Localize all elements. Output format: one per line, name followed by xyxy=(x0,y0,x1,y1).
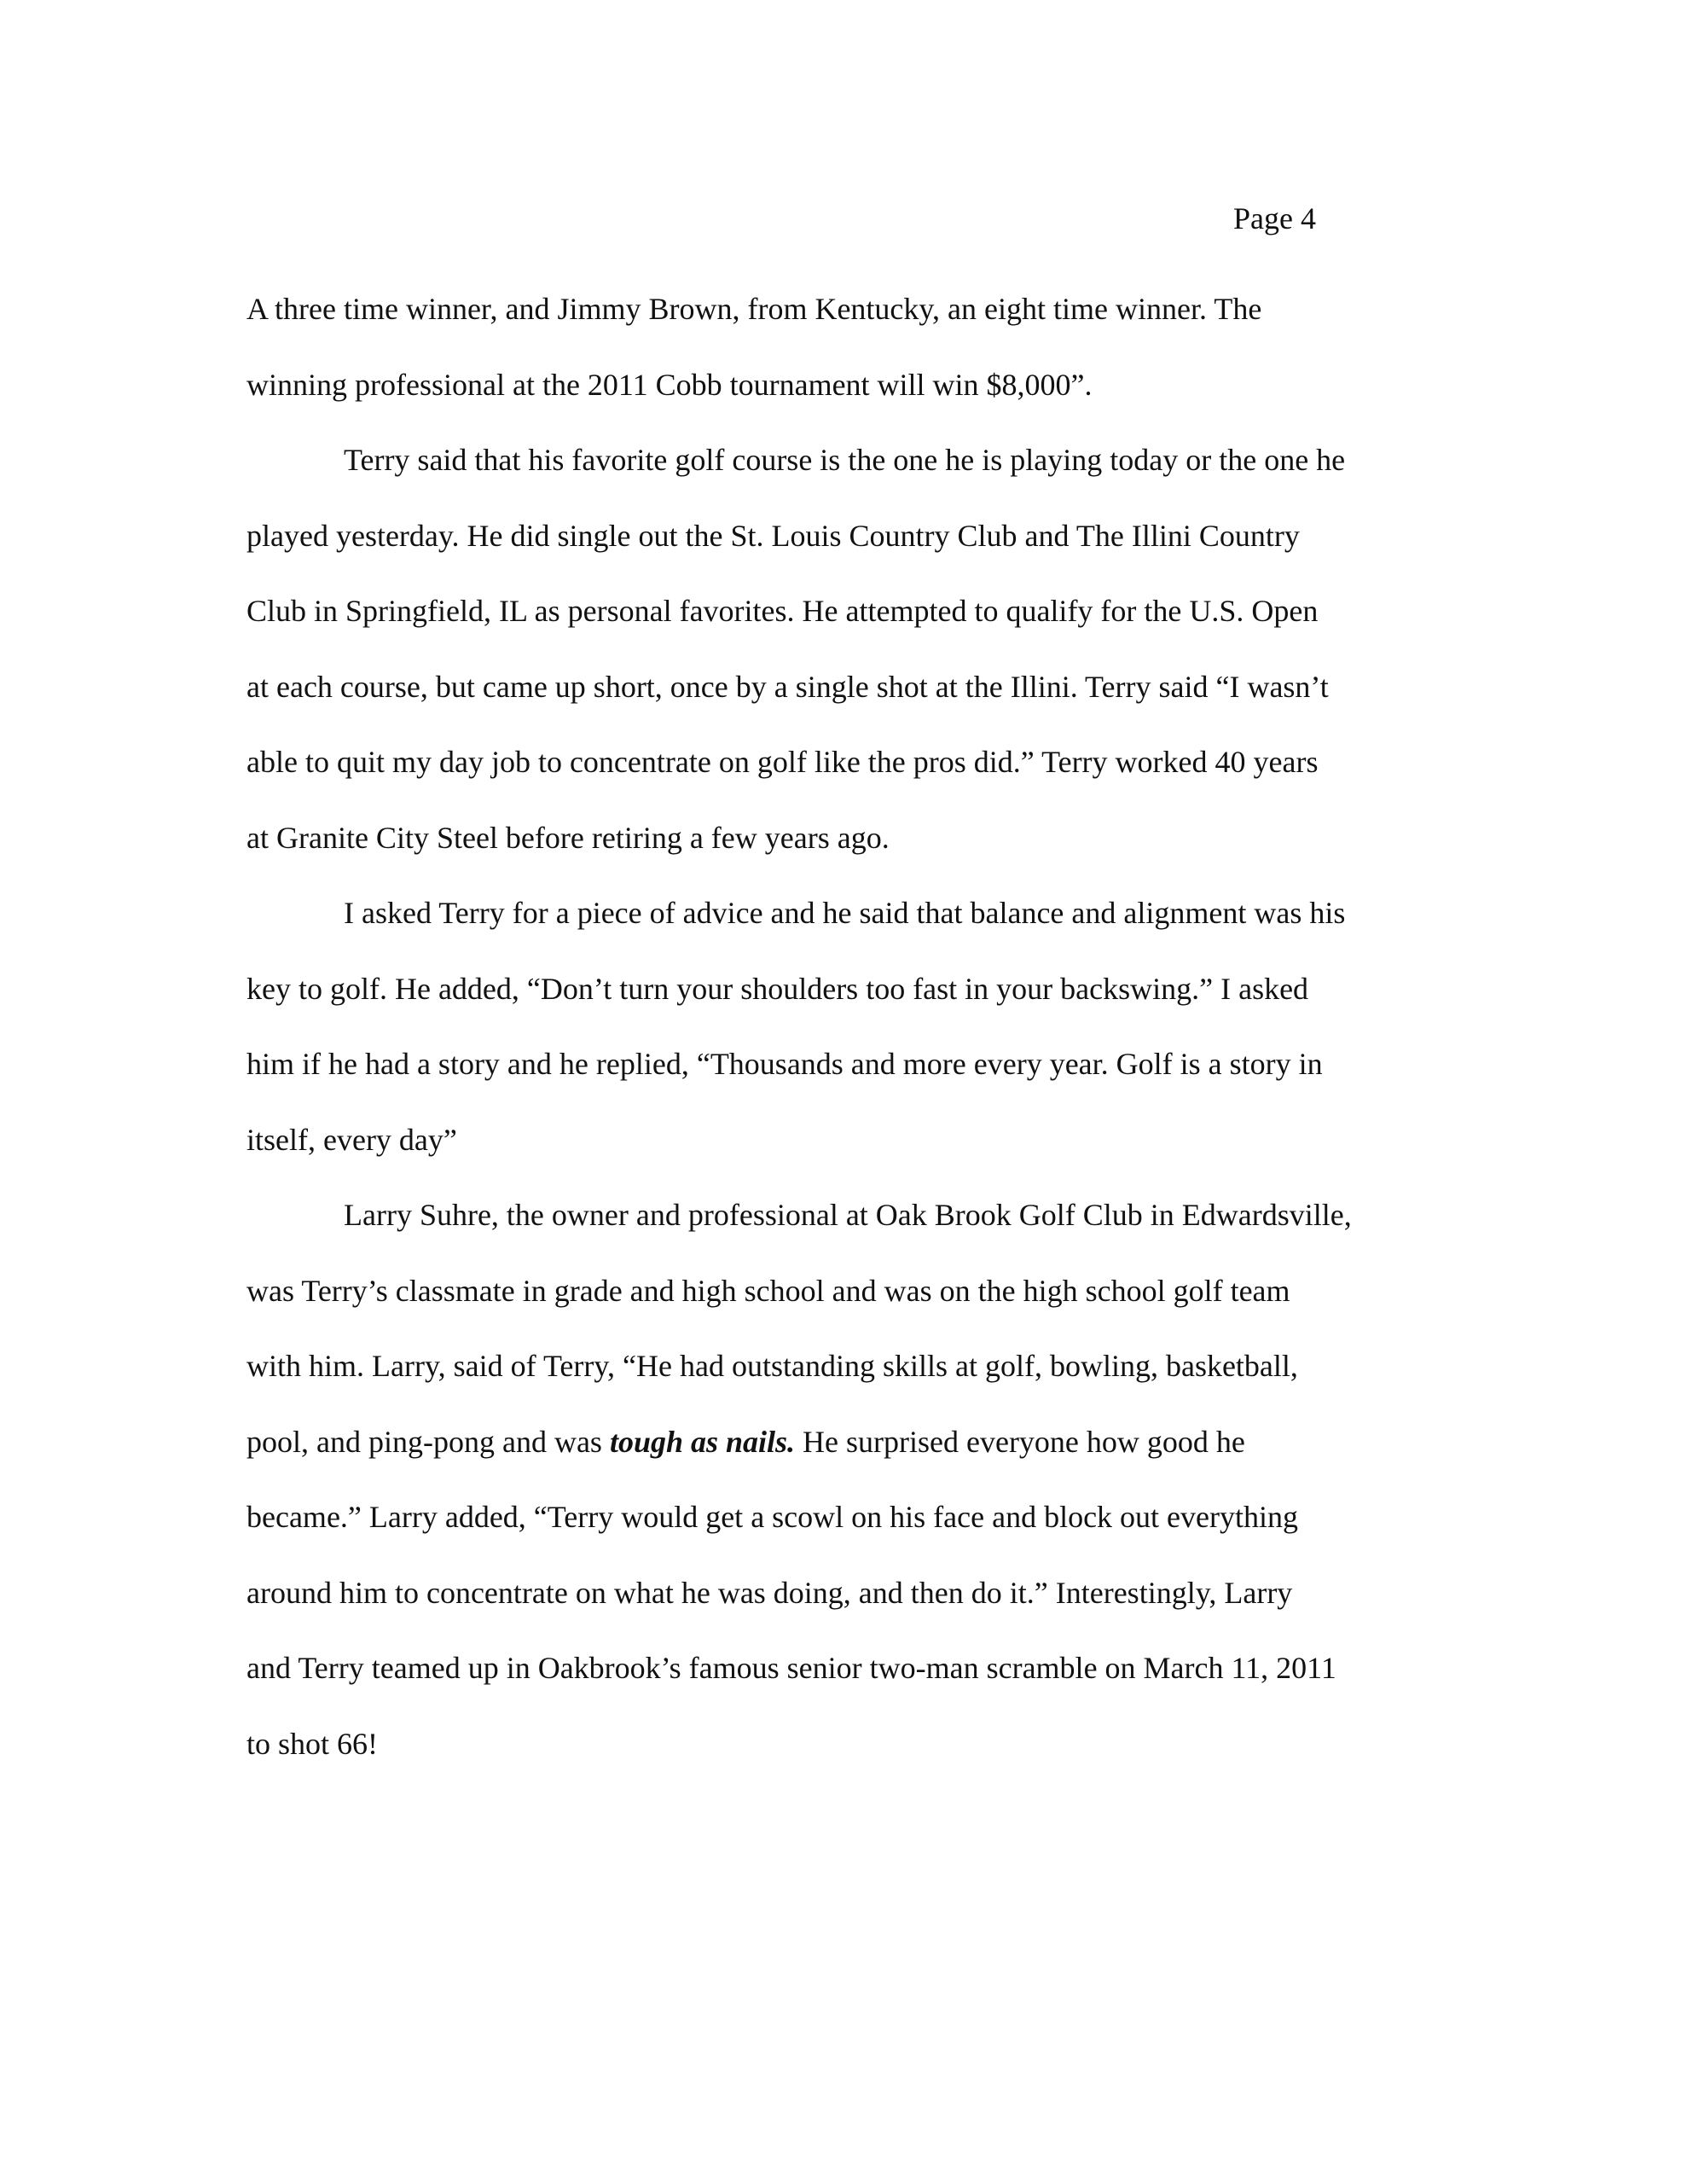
text-line: around him to concentrate on what he was doing, and then do it.” Interestingly, Larry xyxy=(246,1575,1293,1610)
paragraph-3 xyxy=(246,875,1451,1177)
text-line: and Terry teamed up in Oakbrook’s famous senior two-man scramble on March 11, 2011 xyxy=(246,1651,1336,1685)
text-line: Larry Suhre, the owner and professional at Oak Brook Golf Club in Edwardsville, xyxy=(344,1198,1352,1232)
text-line: was Terry’s classmate in grade and high school and was on the high school golf team xyxy=(246,1273,1290,1308)
text-line: able to quit my day job to concentrate on golf like the pros did.” Terry worked 40 years xyxy=(246,745,1319,779)
text-line: Terry said that his favorite golf course is the one he is playing today or the one he xyxy=(344,443,1346,477)
page-number: Page 4 xyxy=(1233,201,1316,235)
emphasized-text: tough as nails. xyxy=(609,1424,796,1459)
text-line: Club in Springfield, IL as personal favorites. He attempted to qualify for the U.S. Open xyxy=(246,594,1319,628)
text-line: became.” Larry added, “Terry would get a scowl on his face and block out everything xyxy=(246,1500,1298,1534)
text-line: him if he had a story and he replied, “Thousands and more every year. Golf is a story in xyxy=(246,1047,1323,1081)
document-body xyxy=(246,271,1451,1781)
text-line: with him. Larry, said of Terry, “He had outstanding skills at golf, bowling, basketball, xyxy=(246,1349,1298,1383)
text-line: key to golf. He added, “Don’t turn your shoulders too fast in your backswing.” I asked xyxy=(246,971,1309,1006)
text-line: at each course, but came up short, once by a single shot at the Illini. Terry said “I wasn’t xyxy=(246,669,1329,704)
text-line xyxy=(246,1404,1451,1480)
text-segment: pool, and ping-pong and was xyxy=(246,1424,610,1459)
text-line: played yesterday. He did single out the St. Louis Country Club and The Illini Country xyxy=(246,518,1300,553)
text-line: at Granite City Steel before retiring a few years ago. xyxy=(246,820,890,855)
text-line: I asked Terry for a piece of advice and he said that balance and alignment was his xyxy=(344,896,1346,930)
paragraph-2 xyxy=(246,422,1451,875)
paragraph-4 xyxy=(246,1177,1451,1781)
paragraph-1 xyxy=(246,271,1451,422)
text-line: itself, every day” xyxy=(246,1122,457,1157)
text-line: A three time winner, and Jimmy Brown, from Kentucky, an eight time winner. The xyxy=(246,292,1262,326)
text-line: winning professional at the 2011 Cobb tournament will win $8,000”. xyxy=(246,367,1093,402)
text-segment: He surprised everyone how good he xyxy=(795,1424,1245,1459)
text-line: to shot 66! xyxy=(246,1726,379,1761)
